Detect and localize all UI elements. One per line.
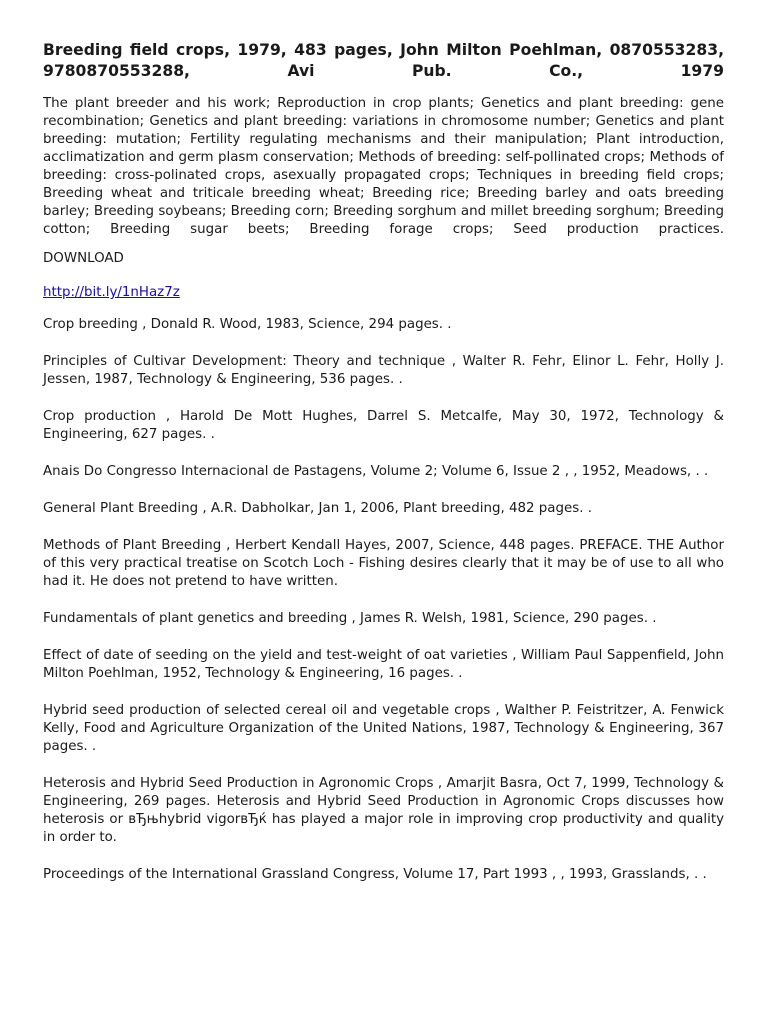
book-entry: Heterosis and Hybrid Seed Production in Agronomic Crops , Amarjit Basra, Oct 7, 1999, Technology & Engineering, 269 pages. Heterosis and Hybrid Seed Production in Agronomic Crops discusses how heterosis or вЂњhybrid vigorвЂќ has played a major role in improving crop productivity and quality in order to. [43, 776, 724, 845]
book-entry: Methods of Plant Breeding , Herbert Kendall Hayes, 2007, Science, 448 pages. PREFACE. THE Author of this very practical treatise on Scotch Loch - Fishing desires clearly that it may be of use to all who had it. He does not pretend to have written. [43, 538, 724, 589]
book-entry: Proceedings of the International Grassland Congress, Volume 17, Part 1993 , , 1993, Grasslands, . . [43, 867, 707, 882]
book-entry: General Plant Breeding , A.R. Dabholkar, Jan 1, 2006, Plant breeding, 482 pages. . [43, 501, 592, 516]
book-entry: Anais Do Congresso Internacional de Pastagens, Volume 2; Volume 6, Issue 2 , , 1952, Meadows, . . [43, 464, 709, 479]
book-entry: Effect of date of seeding on the yield and test-weight of oat varieties , William Paul Sappenfield, John Milton Poehlman, 1952, Technology & Engineering, 16 pages. . [43, 648, 724, 681]
related-books-list [43, 316, 724, 884]
document-page [43, 40, 724, 903]
document-title: Breeding field crops, 1979, 483 pages, John Milton Poehlman, 0870553283, 9780870553288, Avi Pub. Co., 1979 [43, 41, 724, 80]
book-entry: Principles of Cultivar Development: Theory and technique , Walter R. Fehr, Elinor L. Fehr, Holly J. Jessen, 1987, Technology & Engineering, 536 pages. . [43, 354, 724, 387]
download-link[interactable]: http://bit.ly/1nHaz7z [43, 285, 180, 300]
book-entry: Crop breeding , Donald R. Wood, 1983, Science, 294 pages. . [43, 317, 452, 332]
book-entry: Hybrid seed production of selected cereal oil and vegetable crops , Walther P. Feistritzer, A. Fenwick Kelly, Food and Agriculture Organization of the United Nations, 1987, Technology & Engineering, 367 pages. . [43, 703, 724, 754]
book-entry: Fundamentals of plant genetics and breeding , James R. Welsh, 1981, Science, 290 pages. . [43, 611, 657, 626]
book-entry: Crop production , Harold De Mott Hughes, Darrel S. Metcalfe, May 30, 1972, Technology & Engineering, 627 pages. . [43, 409, 724, 442]
download-label: DOWNLOAD [43, 251, 124, 266]
document-summary: The plant breeder and his work; Reproduction in crop plants; Genetics and plant breeding: gene recombination; Genetics and plant breeding: variations in chromosome number; Genetics and plant breeding: mutation; Fertility regulating mechanisms and their manipulation; Plant introduction, acclimatization and germ plasm conservation; Methods of breeding: self-pollinated crops; Methods of breeding: cross-polinated crops, asexually propagated crops; Techniques in breeding field crops; Breeding wheat and triticale breeding wheat; Breeding rice; Breeding barley and oats breeding barley; Breeding soybeans; Breeding corn; Breeding sorghum and millet breeding sorghum; Breeding cotton; Breeding sugar beets; Breeding forage crops; Seed production practices. [43, 96, 724, 237]
